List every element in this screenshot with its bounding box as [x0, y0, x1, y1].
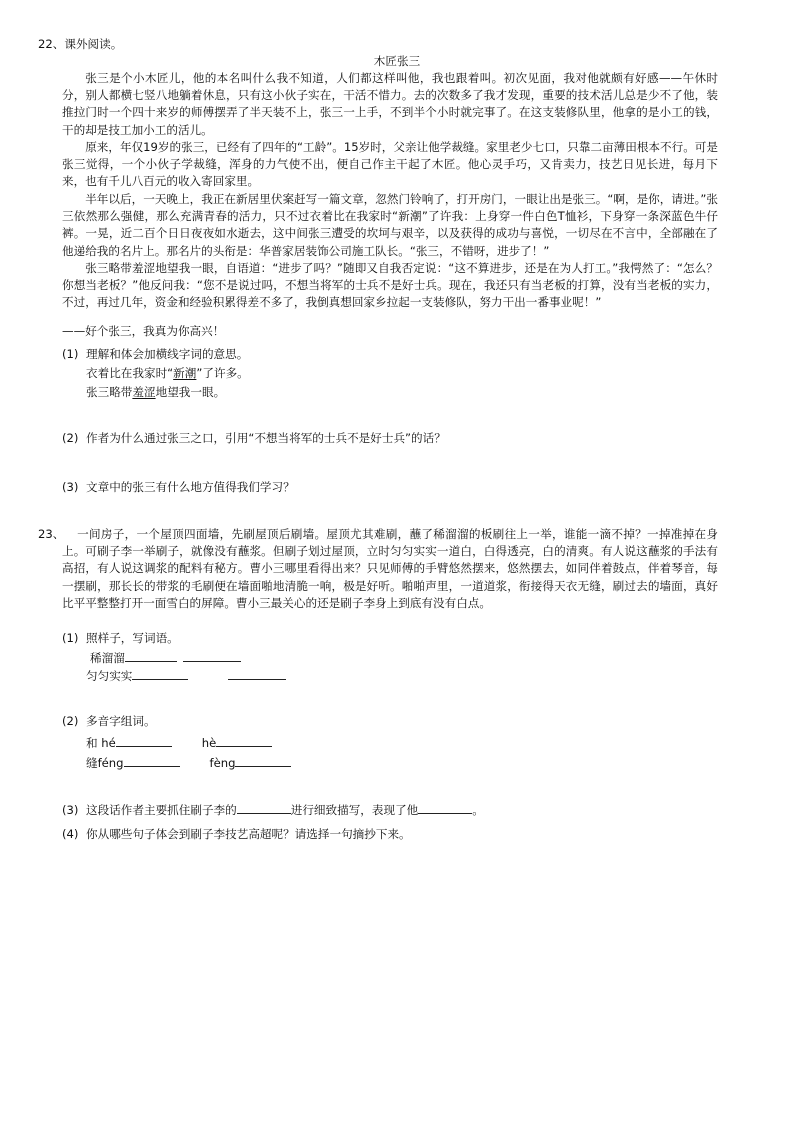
question-23-number: 23、 [38, 527, 65, 541]
sub-number: (3) [62, 803, 79, 817]
answer-blank[interactable] [418, 800, 472, 814]
answer-blank[interactable] [124, 753, 180, 767]
passage-paragraph-1: 张三是个小木匠儿，他的本名叫什么我不知道，人们都这样叫他，我也跟着叫。初次见面，我对他就颇有好感——午休时分，别人都横七竖八地躺着休息，只有这小伙子实在，干活不惜力。去的次数多了我才发现，重要的技术活儿总是少不了他，装推拉门时一个四十来岁的师傅摆弄了半天装不上，张三一上手，不到半个小时就完事了。在这支装修队里，他拿的是小工的钱，干的却是技工加小工的活儿。 [62, 71, 718, 137]
q23-sub-1-row-1 [90, 648, 241, 667]
sub-question-text: 进行细致描写，表现了他 [290, 803, 419, 817]
underlined-word-xiuse: 羞涩 [132, 385, 156, 399]
passage-paragraph-3: 半年以后，一天晚上，我正在新居里伏案赶写一篇文章，忽然门铃响了，打开房门，一眼让出是张三。“啊，是你，请进。”张三依然那么强健，那么充满青春的活力，只不过衣着比在我家时“新潮”了许我：上身穿一件白色T恤衫，下身穿一条深蓝色牛仔裤。一晃，近二百个日日夜夜如水逝去，这中间张三遭受的坎坷与艰辛，以及获得的成功与喜悦，一切尽在不言中，全部融在了他递给我的名片上。那名片的头衔是：华普家居装饰公司施工队长。“张三，不错呀，进步了！” [62, 192, 718, 258]
q22-sub-2 [62, 430, 446, 447]
q22-sub-1-line-1 [86, 365, 249, 382]
polyphone-reading: 和 hé [86, 736, 116, 750]
q22-sub-3 [62, 479, 295, 496]
sub-number: (3) [62, 480, 79, 494]
answer-blank[interactable] [237, 800, 291, 814]
example-word: 稀溜溜 [90, 651, 125, 665]
q23-sub-3 [62, 800, 484, 819]
q22-sub-1 [62, 346, 248, 363]
question-22-number: 22、 [38, 37, 65, 51]
sub-question-text: 多音字组词。 [86, 714, 156, 728]
sub-question-text: 理解和体会加横线字词的意思。 [86, 347, 249, 361]
answer-blank[interactable] [132, 666, 188, 680]
q23-sub-2 [62, 713, 156, 730]
underlined-word-xinchao: 新潮 [173, 366, 197, 380]
q23-sub-4 [62, 826, 411, 843]
sub-number: (4) [62, 827, 79, 841]
line-text: 衣着比在我家时“ [86, 366, 174, 380]
sub-question-text: 。 [472, 803, 484, 817]
polyphone-reading: 缝féng [86, 756, 124, 770]
sub-question-text: 你从哪些句子体会到刷子李技艺高超呢？请选择一句摘抄下来。 [86, 827, 411, 841]
passage-closing: ——好个张三，我真为你高兴！ [62, 324, 225, 338]
answer-blank[interactable] [228, 666, 286, 680]
q23-paragraph: 一间房子，一个屋顶四面墙，先刷屋顶后刷墙。屋顶尤其难刷，蘸了稀溜溜的板刷往上一举，谁能一滴不掉？一掉准掉在身上。可刷子李一举刷子，就像没有蘸浆。但刷子划过屋顶，立时匀匀实实一道白，白得透亮，白的清爽。有人说这蘸浆的手法有高招，有人说这调浆的配料有秘方。曹小三哪里看得出来？只见师傅的手臂悠然摆来，悠然摆去，如同伴着鼓点，伴着琴音，每一摆刷，那长长的带浆的毛刷便在墙面啪地清脆一响，极是好听。啪啪声里，一道道浆，衔接得天衣无缝，刷过去的墙面，真好比平平整整打开一面雪白的屏障。曹小三最关心的还是刷子李身上到底有没有白点。 [62, 527, 718, 610]
question-22-header [38, 36, 122, 53]
passage-paragraph-2: 原来，年仅19岁的张三，已经有了四年的“工龄”。15岁时，父亲让他学裁缝。家里老少七口，只靠二亩薄田根本不行。可是张三觉得，一个小伙子学裁缝，浑身的力气使不出，便自己作主干起了木匠。他心灵手巧，又肯卖力，技艺日见长进，每月下来，也有千儿八百元的收入寄回家里。 [62, 140, 718, 189]
q23-sub-2-row-2 [86, 753, 291, 772]
answer-blank[interactable] [216, 733, 272, 747]
line-text: 张三略带 [86, 385, 133, 399]
line-text: ”了许多。 [196, 366, 249, 380]
passage-paragraph-4: 张三略带羞涩地望我一眼，自语道：“进步了吗？”随即又自我否定说：“这不算进步，还是在为人打工。”我愕然了：“怎么？你想当老板？”他反问我：“您不是说过吗，不想当将军的士兵不是好士兵。现在，我还只有当老板的打算，没有当老板的实力，不过，再过几年，资金和经验积累得差不多了，我倒真想回家乡拉起一支装修队，努力干出一番事业呢！” [62, 261, 718, 310]
question-22-label: 课外阅读。 [64, 37, 123, 51]
q23-sub-2-row-1 [86, 733, 272, 752]
sub-question-text: 这段话作者主要抓住刷子李的 [86, 803, 237, 817]
sub-number: (2) [62, 431, 79, 445]
answer-blank[interactable] [125, 648, 177, 662]
answer-blank[interactable] [183, 648, 241, 662]
q23-sub-1 [62, 630, 179, 647]
answer-blank[interactable] [235, 753, 291, 767]
sub-question-text: 文章中的张三有什么地方值得我们学习？ [86, 480, 295, 494]
answer-blank[interactable] [116, 733, 172, 747]
polyphone-reading: fèng [209, 756, 236, 770]
line-text: 地望我一眼。 [155, 385, 226, 399]
sub-number: (1) [62, 631, 79, 645]
example-word: 匀匀实实 [86, 669, 133, 683]
passage-title: 木匠张三 [373, 54, 421, 68]
sub-number: (2) [62, 714, 79, 728]
q22-sub-1-line-2 [86, 384, 225, 401]
sub-question-text: 照样子，写词语。 [86, 631, 179, 645]
sub-number: (1) [62, 347, 79, 361]
sub-question-text: 作者为什么通过张三之口，引用“不想当将军的士兵不是好士兵”的话？ [86, 431, 446, 445]
polyphone-reading: hè [201, 736, 217, 750]
q23-sub-1-row-2 [86, 666, 286, 685]
